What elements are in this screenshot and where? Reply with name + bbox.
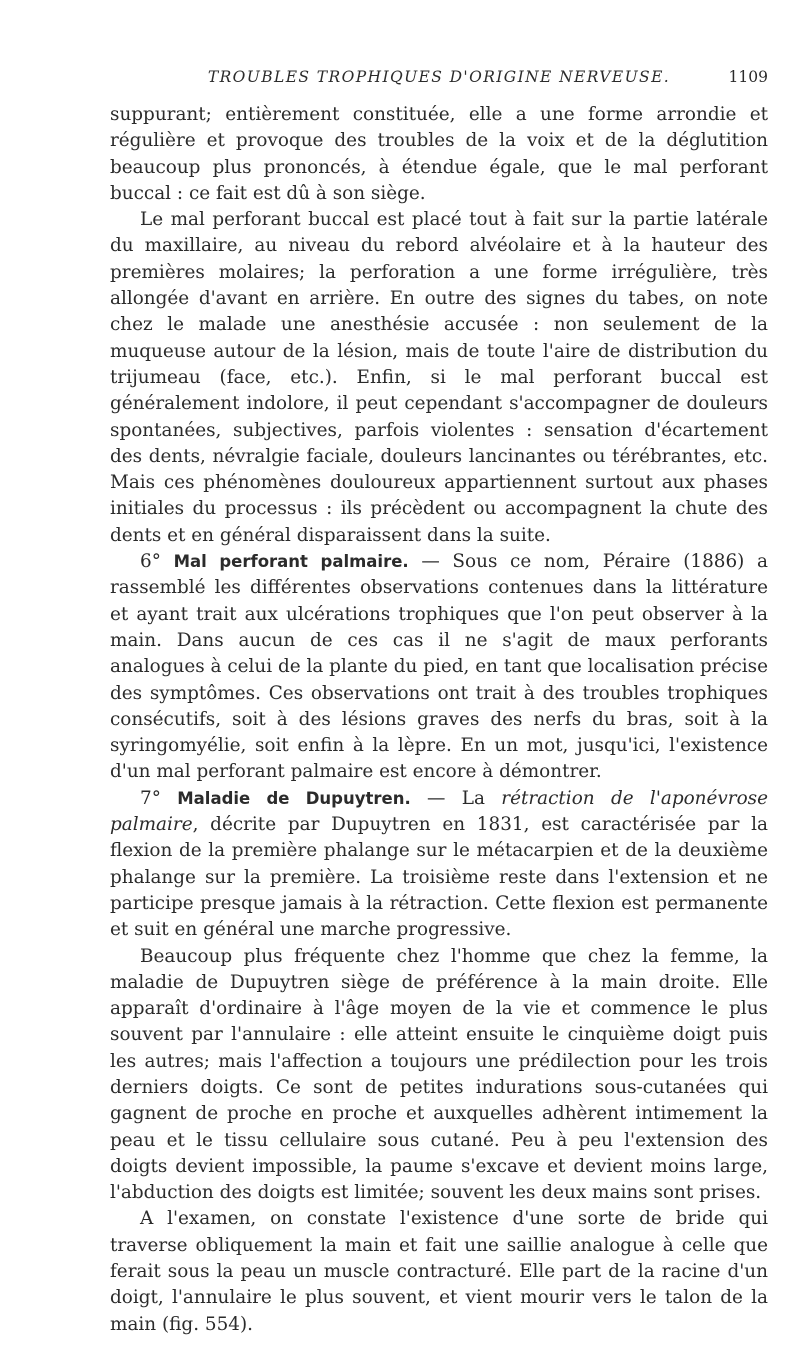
body-text — [110, 102, 768, 1338]
running-title: TROUBLES TROPHIQUES D'ORIGINE NERVEUSE. — [207, 68, 671, 86]
section-maladie-de-dupuytren — [110, 786, 768, 944]
italic-term: rétraction de l'aponévrose palmaire — [110, 787, 768, 836]
section-title: Mal perforant palmaire. — [173, 552, 409, 572]
section-title: Maladie de Dupuytren. — [177, 788, 411, 808]
section-number: 6° — [140, 551, 161, 573]
section-number: 7° — [140, 787, 161, 809]
section-dash: — La — [410, 787, 502, 809]
paragraph-continuation: suppurant; entièrement constituée, elle a une forme arrondie et régulière et provoque des troubles de la voix et de la déglutition beaucoup plus prononcés, à étendue égale, que le mal perforant buccal : ce fait est dû à son siège. — [110, 104, 768, 204]
paragraph-dupuytren-frequency: Beaucoup plus fréquente chez l'homme que chez la femme, la maladie de Dupuytren siège de préférence à la main droite. Elle apparaît d'ordinaire à l'âge moyen de la vie et commence le plus souvent par l'annulaire : elle atteint ensuite le cinquième doigt puis les autres; mais l'affection a toujours une prédilection pour les trois derniers doigts. Ce sont de petites indurations sous-cutanées qui gagnent de proche en proche et auxquelles adhèrent intimement la peau et le tissu cellulaire sous cutané. Peu à peu l'extension des doigts devient impossible, la paume s'excave et devient moins large, l'abduction des doigts est limitée; souvent les deux mains sont prises. — [110, 945, 768, 1204]
section-mal-perforant-palmaire — [110, 549, 768, 786]
running-header — [110, 68, 768, 92]
page-number: 1109 — [728, 68, 768, 86]
paragraph-mal-perforant-buccal: Le mal perforant buccal est placé tout à fait sur la partie latérale du maxillaire, au niveau du rebord alvéolaire et à la hauteur des premières molaires; la perforation a une forme irrégulière, très allongée d'avant en arrière. En outre des signes du tabes, on note chez le malade une anesthésie accusée : non seulement de la muqueuse autour de la lésion, mais de toute l'aire de distribution du trijumeau (face, etc.). Enfin, si le mal perforant buccal est généralement indolore, il peut cependant s'accompagner de douleurs spontanées, subjectives, parfois violentes : sensation d'écartement des dents, névralgie faciale, douleurs lancinantes ou térébrantes, etc. Mais ces phénomènes douloureux appartiennent surtout aux phases initiales du processus : ils précèdent ou accompagnent la chute des dents et en général disparaissent dans la suite. — [110, 209, 768, 546]
section-text: — Sous ce nom, Péraire (1886) a rassemblé les différentes observations contenues dans la littérature et ayant trait aux ulcérations trophiques que l'on peut observer à la main. Dans aucun de ces cas il ne s'agit de maux perforants analogues à celui de la plante du pied, en tant que localisation précise des symptômes. Ces observations ont trait à des troubles trophiques consécutifs, soit à des lésions graves des nerfs du bras, soit à la syringomyélie, soit enfin à la lèpre. En un mot, jusqu'ici, l'existence d'un mal perforant palmaire est encore à démontrer. — [110, 551, 768, 783]
paragraph-dupuytren-exam: A l'examen, on constate l'existence d'une sorte de bride qui traverse obliquement la main et fait une saillie analogue à celle que ferait sous la peau un muscle contracturé. Elle part de la racine d'un doigt, l'annulaire le plus souvent, et vient mourir vers le talon de la main (fig. 554). — [110, 1208, 768, 1335]
section-text: , décrite par Dupuytren en 1831, est caractérisée par la flexion de la première phalange sur le métacarpien et de la deuxième phalange sur la première. La troisième reste dans l'extension et ne participe presque jamais à la rétraction. Cette flexion est permanente et suit en général une marche progressive. — [110, 814, 768, 941]
